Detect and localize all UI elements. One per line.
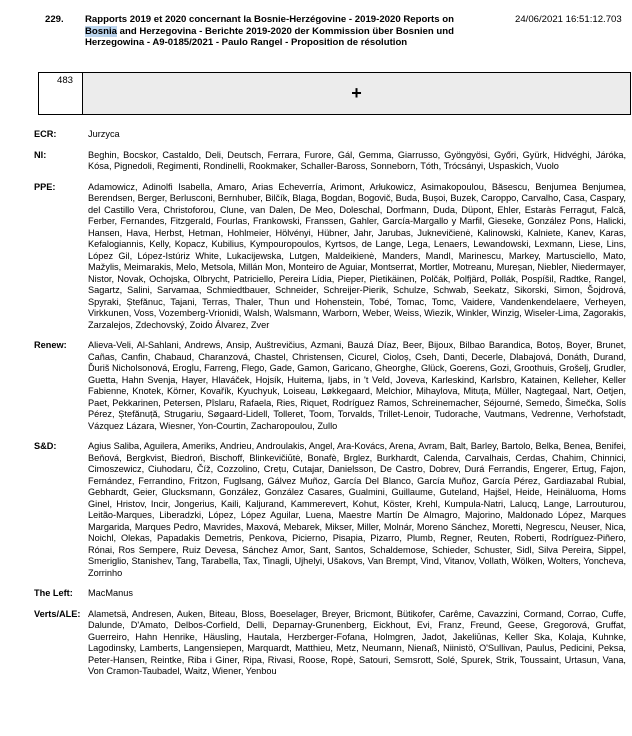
- group-members: Agius Saliba, Aguilera, Ameriks, Andrieu, Androulakis, Angel, Ara-Kovács, Arena, Avram, Balt, Barley, Bartolo, Belka, Benea, Benifei, Beňová, Bergkvist, Biedroń, Bischoff, Blinkevičiūtė, Bonafè, Brglez, Burkhardt, Calenda, Carvalhais, Cerdas, Chahim, Chinnici, Cimoszewicz, Ciuhodaru, Číž, Cozzolino, Crețu, Cutajar, Danielsson, De Castro, Dobrev, Durá Ferrandis, Engerer, Ertug, Fajon, Fernández, Ferrandino, Fritzon, Fuglsang, Gálvez Muñoz, García Del Blanco, García Muñoz, García Pérez, Gardiazabal Rubial, Gebhardt, Geier, Glucksmann, González, González Casares, Gualmini, Guillaume, Guteland, Hajšel, Heide, Heinäluoma, Homs Ginel, Hristov, Incir, Jongerius, Kaili, Kaljurand, Kammerevert, Kohut, Köster, Krehl, Kumpula-Natri, Lalucq, Lange, Larrouturou, Leitão-Marques, Liberadzki, López, López Aguilar, Luena, Maestre Martín De Almagro, Majorino, Maldonado López, Marques Margarida, Marques Pedro, Mavrides, Maxová, Mebarek, Mikser, Miller, Molnár, Moreno Sánchez, Moretti, Negrescu, Neuser, Nica, Noichl, Olekas, Papadakis Demetris, Penkova, Picierno, Pisapia, Pizarro, Plumb, Regner, Reuten, Roberti, Rodríguez-Piñero, Rónai, Ros Sempere, Ruiz Devesa, Sánchez Amor, Sant, Santos, Schaldemose, Schieder, Schuster, Sidl, Silva Pereira, Sippel, Smeriglio, Stanishev, Tang, Tarabella, Tax, Tinagli, Ujhelyi, Ušakovs, Van Brempt, Vind, Vitanov, Vollath, Wölken, Wolters, Yoncheva, Zorrinho: [88, 441, 626, 578]
- group-members: Beghin, Bocskor, Castaldo, Deli, Deutsch, Ferrara, Furore, Gál, Gemma, Giarrusso, Gyöngyösi, Győri, Gyürk, Hidvéghi, Járóka, Kósa, Pignedoli, Regimenti, Rondinelli, Rookmaker, Schaller-Baross, Sonneborn, Tóth, Trócsányi, Uspaskich, Vuolo: [88, 149, 626, 171]
- group-label: S&D:: [34, 441, 57, 451]
- group-renew: [34, 340, 626, 432]
- group-verts-ale: [34, 609, 626, 678]
- group-ni: [34, 150, 626, 173]
- vote-datetime: 24/06/2021 16:51:12.703: [515, 14, 622, 25]
- group-members: Alieva-Veli, Al-Sahlani, Andrews, Ansip, Auštrevičius, Azmani, Bauzá Díaz, Beer, Bijoux, Bilbao Barandica, Botoș, Boyer, Brunet, Cañas, Canfin, Chabaud, Charanzová, Chastel, Christensen, Cicurel, Cioloș, Cseh, Danti, Decerle, Dlabajová, Donáth, Durand, Ďuriš Nicholsonová, Eroglu, Farreng, Flego, Gade, Gamon, Garicano, Gheorghe, Glück, Goerens, Gozi, Groothuis, Grošelj, Grudler, Guetta, Hahn Svenja, Hayer, Hlaváček, Hojsík, Huitema, Ijabs, in 't Veld, Joveva, Karleskind, Karlsbro, Katainen, Kelleher, Keller Fabienne, Knotek, Körner, Kovařík, Kyuchyuk, Loiseau, Løkkegaard, Melchior, Mihaylova, Mituța, Müller, Nagtegaal, Nart, Oetjen, Paet, Pekkarinen, Petersen, Pîslaru, Rafaela, Ries, Riquet, Rodríguez Ramos, Schreinemacher, Séjourné, Semedo, Šimečka, Solís Pérez, Ștefănuță, Strugariu, Søgaard-Lidell, Tolleret, Toom, Torvalds, Trillet-Lenoir, Tudorache, Vautmans, Vedrenne, Verhofstadt, Vázquez Lázara, Wiesner, Yon-Courtin, Zacharopoulou, Zullo: [88, 340, 626, 431]
- vote-title: [85, 14, 485, 49]
- political-groups-list: [34, 129, 626, 687]
- vote-tally-box: [38, 72, 631, 115]
- group-members: Alametsä, Andresen, Auken, Biteau, Bloss, Boeselager, Breyer, Bricmont, Bütikofer, Carême, Cavazzini, Cormand, Corrao, Cuffe, Dalunde, D'Amato, Delbos-Corfield, Delli, Deparnay-Grunenberg, Eickhout, Evi, Franz, Freund, Geese, Gregorová, Gruffat, Guerreiro, Hahn Henrike, Häusling, Hautala, Herzberger-Fofana, Holmgren, Jadot, Jakeliūnas, Keller Ska, Kolaja, Kuhnke, Lagodinsky, Lamberts, Langensiepen, Marquardt, Matthieu, Metz, Neumann, Nienaß, Niinistö, O'Sullivan, Paulus, Pedicini, Peksa, Peter-Hansen, Reintke, Riba i Giner, Ripa, Rivasi, Roose, Ropė, Satouri, Semsrott, Solé, Spurek, Strik, Toussaint, Urtasun, Vana, Von Cramon-Taubadel, Waitz, Wiener, Yenbou: [88, 608, 626, 676]
- group-ecr: [34, 129, 626, 141]
- search-highlight: Bosnia: [85, 25, 117, 37]
- group-label: NI:: [34, 149, 47, 160]
- group-members: MacManus: [88, 588, 133, 598]
- group-sd: [34, 441, 626, 579]
- group-the-left: [34, 588, 626, 600]
- group-label: PPE:: [34, 181, 56, 192]
- group-ppe: [34, 182, 626, 332]
- vote-number: 229.: [45, 14, 64, 25]
- group-label: ECR:: [34, 129, 57, 139]
- vote-header: [0, 8, 632, 58]
- vote-count: 483: [39, 73, 83, 114]
- group-members: Jurzyca: [88, 129, 120, 139]
- group-label: Renew:: [34, 340, 67, 350]
- group-label: Verts/ALE:: [34, 608, 81, 619]
- group-label: The Left:: [34, 588, 73, 598]
- vote-title-part2: and Herzegovina - Berichte 2019-2020 der Kommission über Bosnien und Herzegowina - A9-0185/2021 - Paulo Rangel - Proposition de résolution: [85, 25, 454, 49]
- vote-result-symbol: +: [83, 73, 630, 114]
- group-members: Adamowicz, Adinolfi Isabella, Amaro, Arias Echeverría, Arimont, Arłukowicz, Asimakopoulou, Băsescu, Benjumea Benjumea, Berendsen, Berger, Berlusconi, Bernhuber, Bilčík, Blaga, Bogdan, Bogovič, Buda, Bușoi, Buzek, Caroppo, Carvalho, Casa, Caspary, del Castillo Vera, Christoforou, Clune, van Dalen, De Meo, Doleschal, Dorfmann, Duda, Düpont, Ehler, Estaràs Ferragut, Falcă, Ferber, Fernandes, Fitzgerald, Fourlas, Frankowski, Franssen, Gahler, García-Margallo y Marfil, Gieseke, González Pons, Halicki, Hansen, Hava, Herbst, Hetman, Hohlmeier, Hölvényi, Hübner, Jahr, Jarubas, Juknevičienė, Kalinowski, Kalniete, Kanev, Karas, Kefalogiannis, Kelly, Kopacz, Kubilius, Kympouropoulos, Kyrtsos, de Lange, Lega, Lenaers, Lewandowski, Lexmann, Liese, Lins, López Gil, López-Istúriz White, Lukacijewska, Lutgen, Maldeikienė, Manders, Mandl, Marinescu, Markey, Martusciello, Mato, Mažylis, Meimarakis, Melo, Metsola, Millán Mon, Monteiro de Aguiar, Montserrat, Mortler, Motreanu, Mureșan, Niebler, Niedermayer, Nistor, Novak, Ochojska, Olbrycht, Patriciello, Pereira Lídia, Pieper, Pietikäinen, Polčák, Polfjärd, Pollák, Pospíšil, Radtke, Rangel, Sagartz, Salini, Sarvamaa, Schmiedtbauer, Schneider, Schreijer-Pierik, Schulze, Schwab, Seekatz, Sikorski, Simon, Šojdrová, Spyraki, Ștefănuc, Tajani, Terras, Thaler, Thun und Hohenstein, Tobé, Tomac, Tomc, Vaidere, Vandenkendelaere, Verheyen, Virkkunen, Voss, Vozemberg-Vrionidi, Walsh, Walsmann, Warborn, Weber, Weiss, Wiezik, Winkler, Winzig, Wiseler-Lima, Zagorakis, Zarzalejos, Zdechovský, Zoido Álvarez, Zver: [88, 181, 626, 330]
- vote-title-part1: Rapports 2019 et 2020 concernant la Bosnie-Herzégovine - 2019-2020 Reports on: [85, 14, 454, 25]
